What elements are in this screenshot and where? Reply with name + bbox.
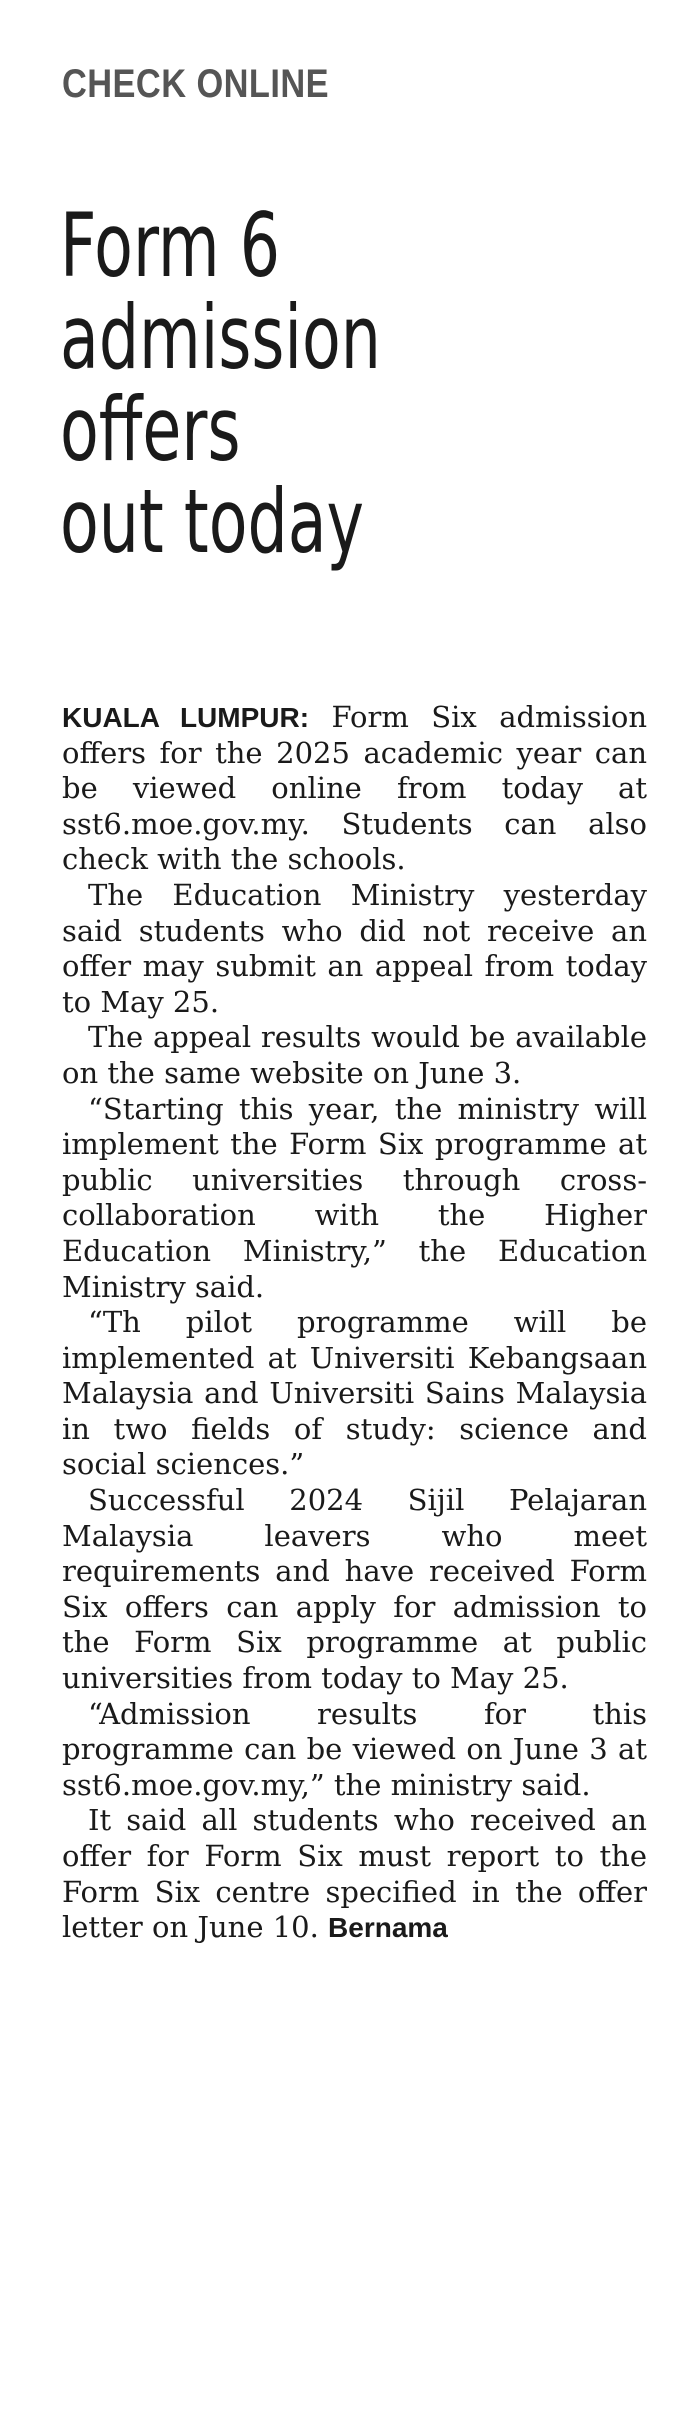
paragraph-text: It said all students who received an offer for Form Six must report to the Form Six centre specified in the offer letter on June 10. [62, 1803, 647, 1945]
headline-line: Form 6 [60, 194, 281, 297]
article-paragraph [62, 700, 647, 878]
headline-line: admission [60, 286, 381, 389]
article-paragraph: Successful 2024 Sijil Pelajaran Malaysia leavers who meet requirements and have received Form Six offers can apply for admission to the Form Six programme at public universities from today to May 25. [62, 1483, 647, 1696]
byline: Bernama [328, 1912, 448, 1944]
article-paragraph: The Education Ministry yesterday said students who did not receive an offer may submit an appeal from today to May 25. [62, 877, 647, 1019]
dateline: KUALA LUMPUR: [62, 702, 310, 733]
article-body [62, 700, 647, 1946]
article-paragraph: “Admission results for this programme can be viewed on June 3 at sst6.moe.gov.my,” the ministry said. [62, 1696, 647, 1802]
headline-line: out today [60, 470, 365, 573]
headline-line: offers [60, 378, 241, 481]
article-paragraph: The appeal results would be available on the same website on June 3. [62, 1020, 647, 1090]
article-paragraph: “Th pilot programme will be implemented at Universiti Kebangsaan Malaysia and Universiti Sains Malaysia in two fields of study: science and social sciences.” [62, 1305, 647, 1482]
section-kicker: CHECK ONLINE [62, 62, 329, 106]
article-paragraph [62, 1803, 647, 1945]
paragraph-text: Form Six admission offers for the 2025 academic year can be viewed online from today at sst6.moe.gov.my. Students can also check with the schools. [62, 700, 647, 877]
article-paragraph: “Starting this year, the ministry will implement the Form Six programme at public universities through cross-collaboration with the Higher Education Ministry,” the Education Ministry said. [62, 1091, 647, 1304]
headline [60, 194, 492, 573]
